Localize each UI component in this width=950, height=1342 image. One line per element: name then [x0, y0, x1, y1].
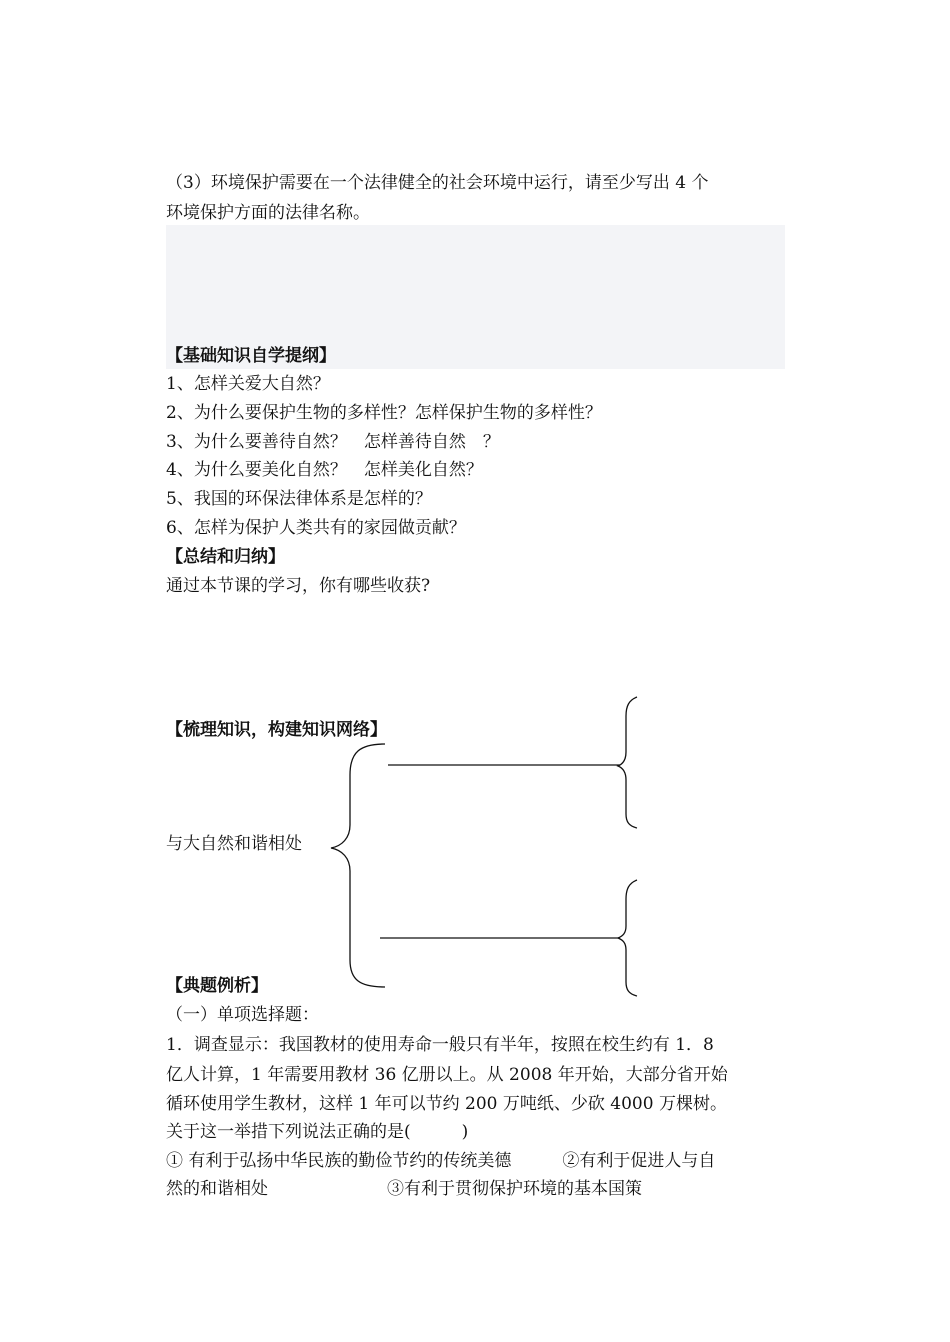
question-1-option: ① 有利于弘扬中华民族的勤俭节约的传统美德 ②有利于促进人与自	[166, 1151, 716, 1171]
question-3-line-2: 环境保护方面的法律名称。	[166, 203, 370, 223]
question-1-line: 关于这一举措下列说法正确的是( )	[166, 1122, 469, 1142]
summary-heading: 【总结和归纳】	[166, 547, 285, 567]
network-root: 与大自然和谐相处	[166, 834, 302, 854]
question-1-option: 然的和谐相处 ③有利于贯彻保护环境的基本国策	[166, 1179, 642, 1199]
outline-heading: 【基础知识自学提纲】	[166, 346, 336, 366]
outline-item: 5、我国的环保法律体系是怎样的？	[166, 489, 432, 509]
upper-sub-brace	[618, 697, 637, 828]
network-heading: 【梳理知识，构建知识网络】	[166, 720, 387, 740]
question-1-line: 亿人计算，1 年需要用教材 36 亿册以上。从 2008 年开始，大部分省开始	[166, 1065, 728, 1085]
lower-sub-brace	[618, 880, 637, 996]
outline-item: 6、怎样为保护人类共有的家园做贡献？	[166, 518, 466, 538]
outline-item: 3、为什么要善待自然？ 怎样善待自然 ？	[166, 432, 500, 452]
main-brace	[331, 744, 385, 987]
outline-item: 2、为什么要保护生物的多样性？怎样保护生物的多样性？	[166, 403, 602, 423]
question-3-line-1: （3）环境保护需要在一个法律健全的社会环境中运行，请至少写出 4 个	[166, 173, 709, 193]
question-1-line: 1．调查显示：我国教材的使用寿命一般只有半年，按照在校生约有 1．8	[166, 1035, 714, 1055]
outline-item: 4、为什么要美化自然？ 怎样美化自然？	[166, 460, 483, 480]
summary-prompt: 通过本节课的学习，你有哪些收获?	[166, 576, 431, 596]
examples-heading: 【典题例析】	[166, 976, 268, 996]
examples-section: （一）单项选择题：	[166, 1005, 319, 1025]
question-1-line: 循环使用学生教材，这样 1 年可以节约 200 万吨纸、少砍 4000 万棵树。	[166, 1094, 727, 1114]
outline-item: 1、怎样关爱大自然？	[166, 374, 330, 394]
